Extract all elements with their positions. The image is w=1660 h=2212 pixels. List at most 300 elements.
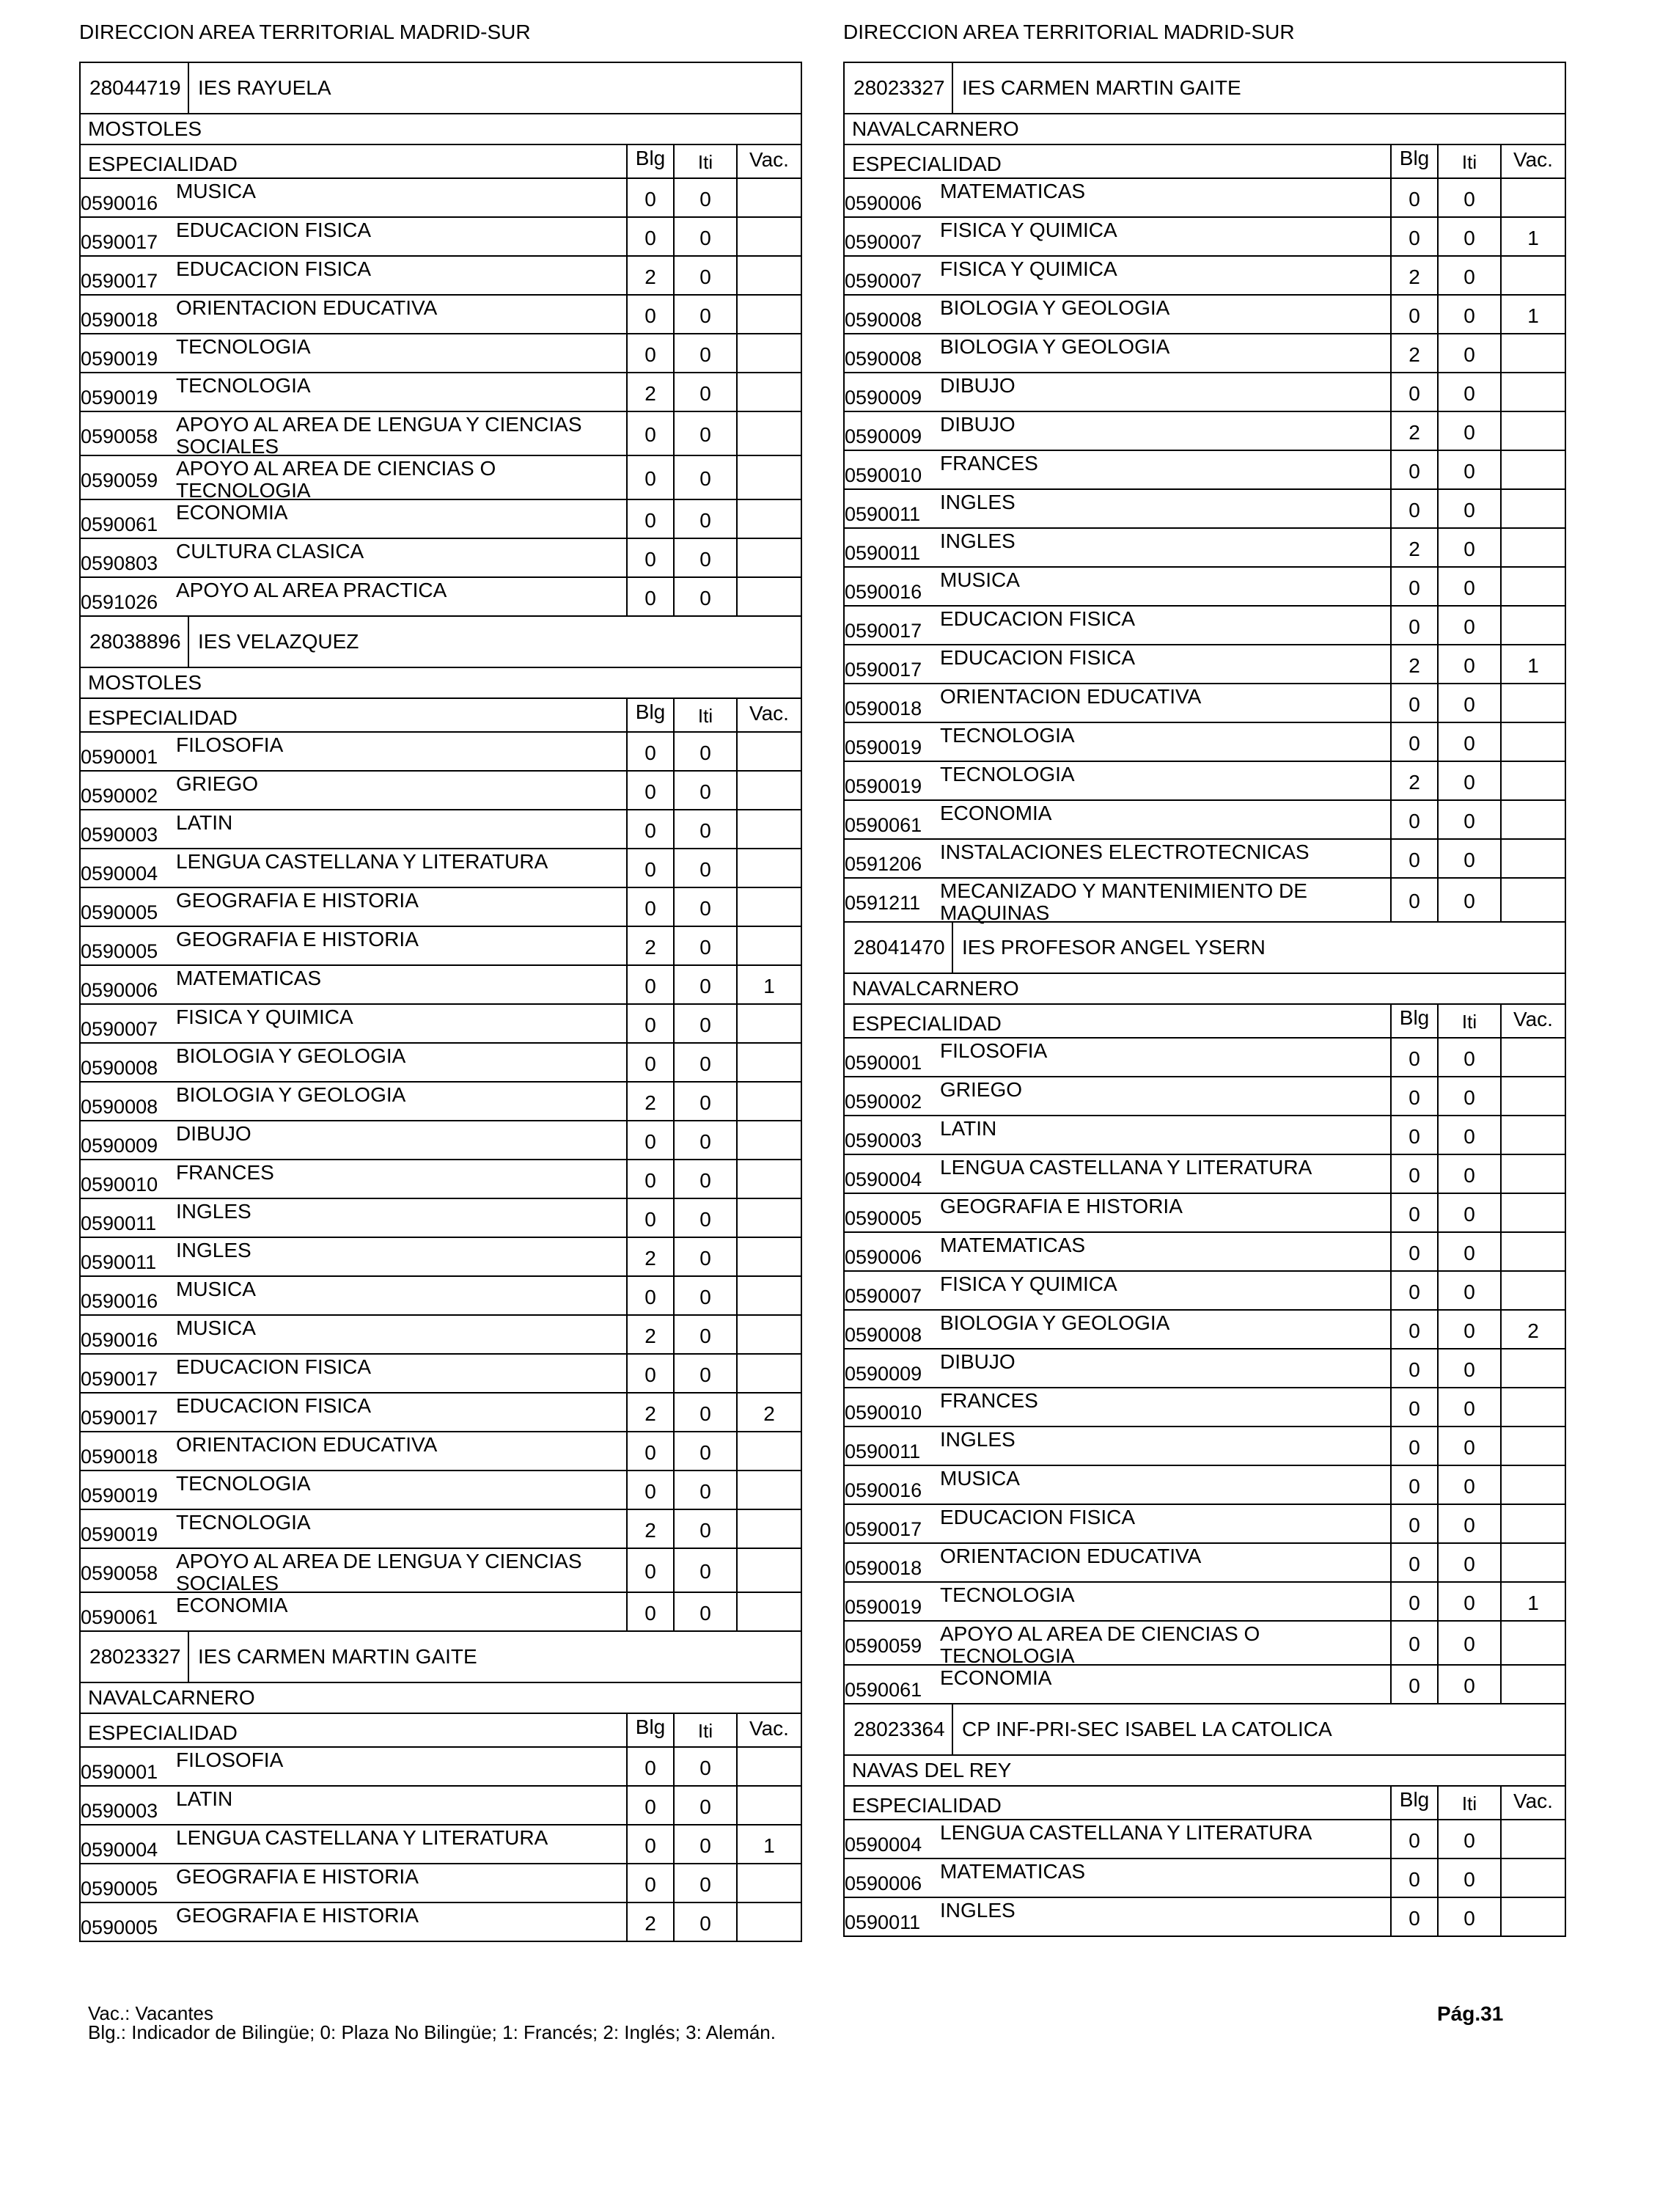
vac-value bbox=[736, 888, 801, 926]
specialty-cell bbox=[845, 684, 1390, 722]
blg-value: 0 bbox=[1390, 1077, 1437, 1115]
blg-value: 0 bbox=[1390, 451, 1437, 488]
specialty-cell bbox=[845, 1820, 1390, 1858]
specialty-cell bbox=[845, 412, 1390, 450]
column-header-blg: Blg bbox=[1390, 1005, 1437, 1037]
iti-value: 0 bbox=[1437, 1388, 1500, 1426]
blg-value: 0 bbox=[626, 733, 673, 770]
specialty-code: 0590006 bbox=[845, 1872, 922, 1894]
table-row bbox=[845, 801, 1565, 840]
specialty-code: 0590005 bbox=[845, 1207, 922, 1229]
iti-value: 0 bbox=[1437, 1820, 1500, 1858]
specialty-code: 0590009 bbox=[845, 425, 922, 447]
center-block bbox=[843, 921, 1566, 1703]
iti-value: 0 bbox=[673, 539, 736, 576]
table-row bbox=[845, 879, 1565, 924]
specialty-cell bbox=[81, 257, 626, 294]
vac-value bbox=[736, 456, 801, 499]
specialty-cell bbox=[845, 723, 1390, 761]
specialty-name: TECNOLOGIA bbox=[176, 1472, 311, 1495]
vac-value bbox=[1500, 1859, 1565, 1897]
table-row bbox=[845, 645, 1565, 684]
table-row bbox=[81, 849, 801, 888]
specialty-name: EDUCACION FISICA bbox=[940, 646, 1136, 669]
specialty-code: 0590008 bbox=[81, 1057, 158, 1079]
iti-value: 0 bbox=[1437, 179, 1500, 216]
specialty-code: 0590005 bbox=[81, 901, 158, 923]
specialty-cell bbox=[81, 927, 626, 964]
blg-value: 0 bbox=[1390, 490, 1437, 527]
table-row bbox=[845, 1859, 1565, 1898]
specialty-name: ORIENTACION EDUCATIVA bbox=[176, 1433, 438, 1456]
table-row bbox=[845, 296, 1565, 334]
blg-value: 0 bbox=[1390, 1194, 1437, 1231]
iti-value: 0 bbox=[1437, 1077, 1500, 1115]
vac-value bbox=[736, 1044, 801, 1081]
specialty-cell bbox=[845, 1666, 1390, 1703]
specialty-code: 0590003 bbox=[81, 1800, 158, 1822]
vac-value bbox=[1500, 1077, 1565, 1115]
blg-value: 2 bbox=[1390, 529, 1437, 566]
specialty-name: APOYO AL AREA DE LENGUA Y CIENCIAS SOCIALES bbox=[176, 413, 582, 458]
specialty-name: MUSICA bbox=[176, 180, 256, 202]
column-header-blg: Blg bbox=[1390, 1787, 1437, 1819]
iti-value: 0 bbox=[673, 456, 736, 499]
center-code: 28023364 bbox=[845, 1704, 953, 1754]
iti-value: 0 bbox=[673, 1238, 736, 1275]
specialty-cell bbox=[845, 1466, 1390, 1504]
iti-value: 0 bbox=[673, 966, 736, 1003]
blg-value: 2 bbox=[626, 1394, 673, 1431]
table-row bbox=[845, 257, 1565, 296]
blg-value: 0 bbox=[626, 179, 673, 216]
specialty-code: 0590017 bbox=[845, 659, 922, 681]
iti-value: 0 bbox=[1437, 1505, 1500, 1542]
table-row bbox=[81, 1432, 801, 1471]
specialty-cell bbox=[845, 451, 1390, 488]
specialty-cell bbox=[845, 1349, 1390, 1387]
blg-value: 0 bbox=[1390, 1820, 1437, 1858]
specialty-name: ECONOMIA bbox=[940, 1666, 1052, 1689]
blg-value: 2 bbox=[626, 1510, 673, 1548]
iti-value: 0 bbox=[1437, 1427, 1500, 1465]
table-row bbox=[81, 927, 801, 966]
specialty-cell bbox=[81, 218, 626, 255]
specialty-code: 0590009 bbox=[845, 387, 922, 409]
blg-value: 0 bbox=[626, 1787, 673, 1824]
specialty-cell bbox=[845, 568, 1390, 605]
iti-value: 0 bbox=[673, 1593, 736, 1630]
table-row bbox=[81, 412, 801, 456]
iti-value: 0 bbox=[1437, 1622, 1500, 1664]
specialty-cell bbox=[845, 607, 1390, 644]
specialty-name: GEOGRAFIA E HISTORIA bbox=[176, 1904, 419, 1927]
iti-value: 0 bbox=[1437, 296, 1500, 333]
specialty-name: INGLES bbox=[940, 1899, 1016, 1922]
blg-value: 0 bbox=[1390, 1859, 1437, 1897]
specialty-name: INGLES bbox=[176, 1200, 251, 1223]
specialty-name: GRIEGO bbox=[176, 772, 259, 795]
table-row bbox=[81, 1277, 801, 1316]
vac-value bbox=[1500, 257, 1565, 294]
specialty-cell bbox=[845, 296, 1390, 333]
specialty-code: 0590010 bbox=[81, 1173, 158, 1195]
table-row bbox=[81, 733, 801, 772]
specialty-code: 0591206 bbox=[845, 853, 922, 875]
blg-value: 0 bbox=[1390, 1466, 1437, 1504]
blg-value: 0 bbox=[626, 810, 673, 848]
center-town: MOSTOLES bbox=[81, 114, 801, 145]
table-row bbox=[81, 456, 801, 500]
iti-value: 0 bbox=[673, 218, 736, 255]
vac-value bbox=[1500, 1898, 1565, 1936]
specialty-cell bbox=[81, 1005, 626, 1042]
footer-legend-blg: Blg.: Indicador de Bilingüe; 0: Plaza No Bilingüe; 1: Francés; 2: Inglés; 3: Alemán. bbox=[88, 2021, 776, 2043]
left-column-title: DIRECCION AREA TERRITORIAL MADRID-SUR bbox=[79, 21, 531, 43]
table-row bbox=[81, 966, 801, 1005]
blg-value: 0 bbox=[1390, 1622, 1437, 1664]
iti-value: 0 bbox=[673, 1549, 736, 1592]
column-header-vac: Vac. bbox=[1500, 1787, 1565, 1819]
iti-value: 0 bbox=[673, 1199, 736, 1237]
specialty-code: 0590011 bbox=[81, 1251, 157, 1273]
specialty-cell bbox=[845, 529, 1390, 566]
specialty-cell bbox=[81, 1825, 626, 1863]
specialty-name: MUSICA bbox=[176, 1278, 256, 1300]
specialty-cell bbox=[845, 334, 1390, 372]
center-name: IES RAYUELA bbox=[198, 76, 331, 99]
blg-value: 0 bbox=[1390, 1349, 1437, 1387]
blg-value: 0 bbox=[1390, 1233, 1437, 1270]
specialty-name: LATIN bbox=[176, 811, 233, 834]
specialty-cell bbox=[845, 373, 1390, 411]
table-row bbox=[845, 607, 1565, 645]
table-row bbox=[845, 1272, 1565, 1311]
vac-value bbox=[736, 1864, 801, 1902]
blg-value: 0 bbox=[626, 1593, 673, 1630]
specialty-name: DIBUJO bbox=[940, 374, 1016, 397]
column-header-row bbox=[81, 1714, 801, 1748]
specialty-code: 0590011 bbox=[81, 1212, 157, 1234]
specialty-name: DIBUJO bbox=[176, 1122, 251, 1145]
specialty-code: 0590018 bbox=[81, 1446, 158, 1468]
vac-value bbox=[1500, 1466, 1565, 1504]
specialty-name: LATIN bbox=[940, 1117, 997, 1140]
blg-value: 0 bbox=[1390, 1039, 1437, 1076]
table-row bbox=[81, 1199, 801, 1238]
specialty-name: ECONOMIA bbox=[940, 802, 1052, 824]
specialty-name: EDUCACION FISICA bbox=[940, 607, 1136, 630]
column-header-iti: Iti bbox=[1437, 1005, 1500, 1037]
blg-value: 0 bbox=[626, 334, 673, 372]
blg-value: 2 bbox=[626, 373, 673, 411]
table-row bbox=[81, 1005, 801, 1044]
column-header-row bbox=[81, 699, 801, 733]
blg-value: 0 bbox=[1390, 1666, 1437, 1703]
blg-value: 2 bbox=[626, 1903, 673, 1941]
table-row bbox=[845, 1155, 1565, 1194]
specialty-cell bbox=[845, 1505, 1390, 1542]
table-row bbox=[845, 1311, 1565, 1349]
specialty-cell bbox=[81, 810, 626, 848]
specialty-name: MUSICA bbox=[940, 1467, 1020, 1490]
blg-value: 0 bbox=[1390, 1155, 1437, 1193]
center-header bbox=[81, 617, 801, 668]
table-row bbox=[845, 762, 1565, 801]
specialty-code: 0590008 bbox=[845, 348, 922, 370]
blg-value: 0 bbox=[1390, 1311, 1437, 1348]
table-row bbox=[81, 500, 801, 539]
table-row bbox=[845, 1544, 1565, 1583]
blg-value: 0 bbox=[1390, 1116, 1437, 1154]
vac-value bbox=[736, 500, 801, 538]
vac-value bbox=[736, 927, 801, 964]
vac-value bbox=[736, 257, 801, 294]
specialty-code: 0591211 bbox=[845, 892, 921, 914]
column-header-iti: Iti bbox=[673, 699, 736, 731]
blg-value: 0 bbox=[626, 966, 673, 1003]
vac-value bbox=[736, 539, 801, 576]
table-row bbox=[845, 1666, 1565, 1703]
specialty-cell bbox=[845, 179, 1390, 216]
specialty-name: GRIEGO bbox=[940, 1078, 1023, 1101]
center-block bbox=[79, 1630, 802, 1942]
center-name: CP INF-PRI-SEC ISABEL LA CATOLICA bbox=[962, 1718, 1332, 1740]
iti-value: 0 bbox=[673, 927, 736, 964]
specialty-code: 0590059 bbox=[81, 469, 158, 491]
specialty-name: TECNOLOGIA bbox=[940, 763, 1075, 785]
specialty-name: LENGUA CASTELLANA Y LITERATURA bbox=[940, 1156, 1312, 1179]
vac-value bbox=[736, 1316, 801, 1353]
table-row bbox=[81, 1549, 801, 1593]
blg-value: 0 bbox=[1390, 296, 1437, 333]
specialty-cell bbox=[81, 1355, 626, 1392]
specialty-name: FILOSOFIA bbox=[176, 1748, 284, 1771]
vac-value bbox=[1500, 1349, 1565, 1387]
specialty-name: GEOGRAFIA E HISTORIA bbox=[176, 1865, 419, 1888]
specialty-cell bbox=[845, 801, 1390, 838]
column-header-blg: Blg bbox=[626, 699, 673, 731]
iti-value: 0 bbox=[673, 1510, 736, 1548]
vac-value: 1 bbox=[1500, 218, 1565, 255]
blg-value: 0 bbox=[626, 1121, 673, 1159]
vac-value bbox=[1500, 1233, 1565, 1270]
iti-value: 0 bbox=[673, 1355, 736, 1392]
table-row bbox=[81, 1160, 801, 1199]
vac-value bbox=[736, 1593, 801, 1630]
vac-value bbox=[1500, 1155, 1565, 1193]
specialty-code: 0590016 bbox=[81, 1290, 158, 1312]
specialty-code: 0590007 bbox=[845, 270, 922, 292]
blg-value: 0 bbox=[626, 849, 673, 887]
table-row bbox=[81, 1238, 801, 1277]
vac-value bbox=[1500, 1388, 1565, 1426]
specialty-name: EDUCACION FISICA bbox=[176, 1355, 372, 1378]
iti-value: 0 bbox=[673, 500, 736, 538]
table-row bbox=[845, 1116, 1565, 1155]
table-row bbox=[845, 412, 1565, 451]
specialty-cell bbox=[81, 733, 626, 770]
specialty-code: 0590010 bbox=[845, 1402, 922, 1424]
specialty-name: LENGUA CASTELLANA Y LITERATURA bbox=[176, 1826, 548, 1849]
blg-value: 0 bbox=[626, 1825, 673, 1863]
vac-value: 2 bbox=[1500, 1311, 1565, 1348]
specialty-cell bbox=[81, 179, 626, 216]
iti-value: 0 bbox=[673, 1864, 736, 1902]
specialty-name: EDUCACION FISICA bbox=[940, 1506, 1136, 1528]
specialty-code: 0590018 bbox=[81, 309, 158, 331]
iti-value: 0 bbox=[673, 772, 736, 809]
column-header-row bbox=[845, 1005, 1565, 1039]
specialty-name: FRANCES bbox=[940, 1389, 1038, 1412]
specialty-cell bbox=[845, 1233, 1390, 1270]
specialty-cell bbox=[845, 1898, 1390, 1936]
table-row bbox=[845, 218, 1565, 257]
center-code: 28023327 bbox=[81, 1632, 189, 1682]
specialty-name: EDUCACION FISICA bbox=[176, 257, 372, 280]
specialty-name: FISICA Y QUIMICA bbox=[940, 219, 1117, 241]
specialty-name: EDUCACION FISICA bbox=[176, 219, 372, 241]
iti-value: 0 bbox=[1437, 1311, 1500, 1348]
specialty-cell bbox=[845, 879, 1390, 924]
table-row bbox=[81, 179, 801, 218]
vac-value bbox=[736, 733, 801, 770]
table-row bbox=[845, 1583, 1565, 1622]
specialty-name: MATEMATICAS bbox=[940, 1234, 1086, 1256]
specialty-code: 0590019 bbox=[81, 1523, 158, 1545]
specialty-cell bbox=[81, 1903, 626, 1941]
blg-value: 0 bbox=[1390, 1583, 1437, 1620]
iti-value: 0 bbox=[1437, 1666, 1500, 1703]
table-row bbox=[845, 1622, 1565, 1666]
footer-legend-vac: Vac.: Vacantes bbox=[88, 2002, 214, 2024]
specialty-name: MATEMATICAS bbox=[176, 967, 322, 989]
vac-value bbox=[1500, 373, 1565, 411]
specialty-code: 0590009 bbox=[845, 1363, 922, 1385]
specialty-name: INGLES bbox=[176, 1239, 251, 1261]
specialty-code: 0590010 bbox=[845, 464, 922, 486]
iti-value: 0 bbox=[673, 179, 736, 216]
iti-value: 0 bbox=[1437, 801, 1500, 838]
vac-value bbox=[736, 373, 801, 411]
specialty-name: LENGUA CASTELLANA Y LITERATURA bbox=[940, 1821, 1312, 1844]
blg-value: 0 bbox=[1390, 1272, 1437, 1309]
vac-value bbox=[1500, 451, 1565, 488]
specialty-name: APOYO AL AREA DE LENGUA Y CIENCIAS SOCIALES bbox=[176, 1550, 582, 1594]
iti-value: 0 bbox=[673, 1316, 736, 1353]
specialty-cell bbox=[81, 296, 626, 333]
specialty-code: 0590005 bbox=[81, 940, 158, 962]
specialty-code: 0590011 bbox=[845, 542, 921, 564]
vac-value bbox=[736, 1432, 801, 1470]
vac-value bbox=[1500, 1820, 1565, 1858]
column-header-blg: Blg bbox=[1390, 145, 1437, 177]
specialty-name: LATIN bbox=[176, 1787, 233, 1810]
vac-value bbox=[736, 334, 801, 372]
specialty-code: 0590009 bbox=[81, 1135, 158, 1157]
iti-value: 0 bbox=[673, 1748, 736, 1785]
blg-value: 0 bbox=[1390, 1544, 1437, 1581]
specialty-code: 0590017 bbox=[845, 1518, 922, 1540]
specialty-cell bbox=[81, 1083, 626, 1120]
iti-value: 0 bbox=[1437, 879, 1500, 921]
column-header-vac: Vac. bbox=[736, 145, 801, 177]
iti-value: 0 bbox=[673, 1394, 736, 1431]
specialty-name: GEOGRAFIA E HISTORIA bbox=[940, 1195, 1183, 1217]
table-row bbox=[845, 451, 1565, 490]
table-row bbox=[81, 1903, 801, 1941]
specialty-cell bbox=[845, 257, 1390, 294]
blg-value: 0 bbox=[626, 1005, 673, 1042]
specialty-cell bbox=[845, 1194, 1390, 1231]
specialty-code: 0590004 bbox=[845, 1834, 922, 1856]
specialty-code: 0590005 bbox=[81, 1878, 158, 1900]
iti-value: 0 bbox=[1437, 529, 1500, 566]
vac-value bbox=[736, 218, 801, 255]
table-row bbox=[845, 840, 1565, 879]
specialty-code: 0590008 bbox=[81, 1096, 158, 1118]
iti-value: 0 bbox=[1437, 1233, 1500, 1270]
iti-value: 0 bbox=[673, 1787, 736, 1824]
specialty-cell bbox=[845, 1583, 1390, 1620]
right-tables bbox=[843, 62, 1566, 1937]
page-number: Pág.31 bbox=[1437, 2002, 1504, 2025]
specialty-code: 0590016 bbox=[81, 1329, 158, 1351]
specialty-cell bbox=[845, 1116, 1390, 1154]
table-row bbox=[845, 684, 1565, 723]
specialty-code: 0590011 bbox=[845, 503, 921, 525]
specialty-cell bbox=[81, 1593, 626, 1630]
iti-value: 0 bbox=[673, 1005, 736, 1042]
vac-value: 1 bbox=[736, 1825, 801, 1863]
table-row bbox=[845, 1233, 1565, 1272]
specialty-code: 0590002 bbox=[81, 785, 158, 807]
iti-value: 0 bbox=[1437, 334, 1500, 372]
vac-value bbox=[1500, 684, 1565, 722]
blg-value: 0 bbox=[1390, 1898, 1437, 1936]
center-header bbox=[81, 63, 801, 114]
specialty-code: 0590001 bbox=[845, 1052, 922, 1074]
specialty-name: INGLES bbox=[940, 491, 1016, 513]
specialty-cell bbox=[81, 1432, 626, 1470]
vac-value bbox=[736, 1005, 801, 1042]
table-row bbox=[81, 578, 801, 615]
table-row bbox=[81, 810, 801, 849]
specialty-cell bbox=[81, 539, 626, 576]
blg-value: 0 bbox=[626, 412, 673, 455]
blg-value: 0 bbox=[1390, 568, 1437, 605]
specialty-name: FRANCES bbox=[940, 452, 1038, 475]
specialty-cell bbox=[81, 1549, 626, 1592]
iti-value: 0 bbox=[1437, 1859, 1500, 1897]
table-row bbox=[81, 1864, 801, 1903]
specialty-cell bbox=[81, 456, 626, 502]
table-row bbox=[81, 539, 801, 578]
specialty-code: 0590017 bbox=[81, 231, 158, 253]
iti-value: 0 bbox=[673, 578, 736, 615]
vac-value: 1 bbox=[1500, 296, 1565, 333]
table-row bbox=[81, 218, 801, 257]
vac-value bbox=[1500, 1427, 1565, 1465]
vac-value: 1 bbox=[1500, 1583, 1565, 1620]
iti-value: 0 bbox=[673, 296, 736, 333]
iti-value: 0 bbox=[1437, 218, 1500, 255]
specialty-cell bbox=[81, 1121, 626, 1159]
specialty-code: 0590019 bbox=[81, 1484, 158, 1506]
specialty-name: APOYO AL AREA DE CIENCIAS O TECNOLOGIA bbox=[940, 1622, 1260, 1667]
specialty-code: 0590007 bbox=[845, 231, 922, 253]
table-row bbox=[845, 1505, 1565, 1544]
